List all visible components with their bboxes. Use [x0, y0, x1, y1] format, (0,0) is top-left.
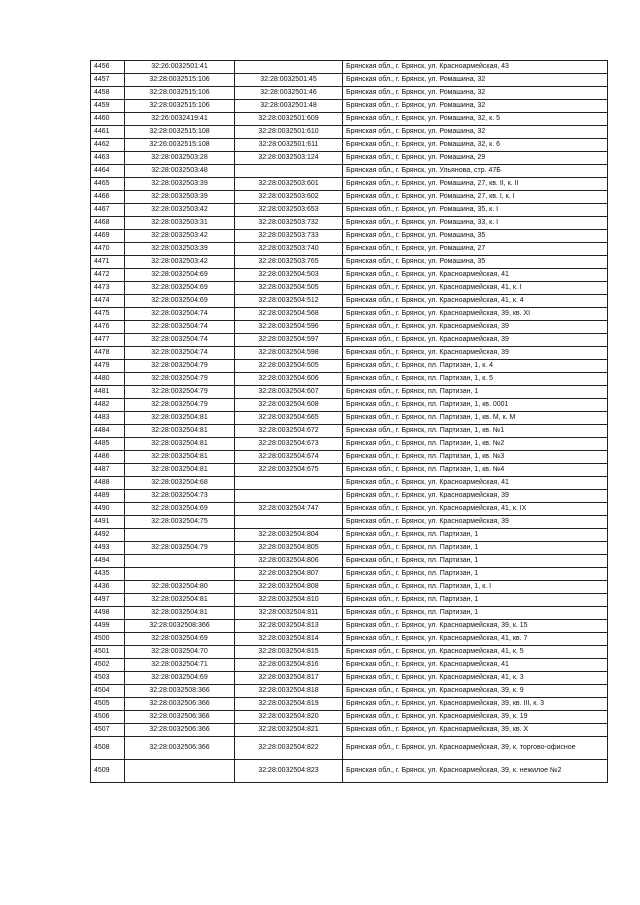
- object-cadastral-number-cell: 32:28:0032504:598: [235, 347, 343, 360]
- address-cell: Брянская обл., г. Брянск, пл. Партизан, 1, кв. №4: [343, 464, 608, 477]
- parcel-cadastral-number-cell: 32:28:0032508:366: [125, 620, 235, 633]
- parcel-cadastral-number-cell: 32:28:0032506:366: [125, 698, 235, 711]
- address-cell: Брянская обл., г. Брянск, ул. Красноармейская, 39: [343, 490, 608, 503]
- table-row: [91, 243, 608, 256]
- object-cadastral-number-cell: 32:28:0032504:804: [235, 529, 343, 542]
- parcel-cadastral-number-cell: 32:28:0032504:69: [125, 633, 235, 646]
- object-cadastral-number-cell: 32:28:0032504:747: [235, 503, 343, 516]
- object-cadastral-number-cell: 32:28:0032501:609: [235, 113, 343, 126]
- address-cell: Брянская обл., г. Брянск, ул. Ромашина, 29: [343, 152, 608, 165]
- parcel-cadastral-number-cell: [125, 568, 235, 581]
- object-cadastral-number-cell: 32:28:0032504:814: [235, 633, 343, 646]
- table-row: [91, 191, 608, 204]
- table-row: [91, 607, 608, 620]
- address-cell: Брянская обл., г. Брянск, ул. Ромашина, 35: [343, 256, 608, 269]
- row-number-cell: 4497: [91, 594, 125, 607]
- object-cadastral-number-cell: 32:28:0032504:805: [235, 542, 343, 555]
- row-number-cell: 4486: [91, 451, 125, 464]
- row-number-cell: 4470: [91, 243, 125, 256]
- row-number-cell: 4467: [91, 204, 125, 217]
- row-number-cell: 4490: [91, 503, 125, 516]
- address-cell: Брянская обл., г. Брянск, ул. Красноармейская, 39, кв. III, к. 3: [343, 698, 608, 711]
- parcel-cadastral-number-cell: 32:28:0032504:79: [125, 542, 235, 555]
- parcel-cadastral-number-cell: 32:28:0032503:48: [125, 165, 235, 178]
- row-number-cell: 4473: [91, 282, 125, 295]
- address-cell: Брянская обл., г. Брянск, пл. Партизан, 1, кв. М, к. М: [343, 412, 608, 425]
- parcel-cadastral-number-cell: 32:28:0032504:73: [125, 490, 235, 503]
- parcel-cadastral-number-cell: 32:28:0032508:366: [125, 685, 235, 698]
- parcel-cadastral-number-cell: 32:28:0032506:366: [125, 737, 235, 760]
- address-cell: Брянская обл., г. Брянск, ул. Красноармейская, 41, к. 4: [343, 295, 608, 308]
- address-cell: Брянская обл., г. Брянск, ул. Красноармейская, 41: [343, 269, 608, 282]
- parcel-cadastral-number-cell: 32:28:0032504:75: [125, 516, 235, 529]
- table-row: [91, 529, 608, 542]
- table-row: [91, 581, 608, 594]
- parcel-cadastral-number-cell: 32:28:0032503:39: [125, 243, 235, 256]
- parcel-cadastral-number-cell: 32:28:0032504:74: [125, 334, 235, 347]
- parcel-cadastral-number-cell: [125, 760, 235, 783]
- row-number-cell: 4505: [91, 698, 125, 711]
- row-number-cell: 4489: [91, 490, 125, 503]
- object-cadastral-number-cell: 32:28:0032504:673: [235, 438, 343, 451]
- object-cadastral-number-cell: 32:28:0032504:806: [235, 555, 343, 568]
- row-number-cell: 4465: [91, 178, 125, 191]
- parcel-cadastral-number-cell: 32:28:0032515:106: [125, 74, 235, 87]
- object-cadastral-number-cell: [235, 490, 343, 503]
- object-cadastral-number-cell: 32:28:0032504:821: [235, 724, 343, 737]
- parcel-cadastral-number-cell: 32:28:0032504:79: [125, 373, 235, 386]
- parcel-cadastral-number-cell: 32:28:0032504:71: [125, 659, 235, 672]
- table-row: [91, 425, 608, 438]
- row-number-cell: 4464: [91, 165, 125, 178]
- table-body: [91, 61, 608, 783]
- table-row: [91, 698, 608, 711]
- address-cell: Брянская обл., г. Брянск, пл. Партизан, 1, к. 5: [343, 373, 608, 386]
- table-row: [91, 659, 608, 672]
- address-cell: Брянская обл., г. Брянск, пл. Партизан, 1: [343, 607, 608, 620]
- row-number-cell: 4487: [91, 464, 125, 477]
- row-number-cell: 4476: [91, 321, 125, 334]
- row-number-cell: 4459: [91, 100, 125, 113]
- table-row: [91, 672, 608, 685]
- table-row: [91, 74, 608, 87]
- parcel-cadastral-number-cell: 32:28:0032504:69: [125, 269, 235, 282]
- parcel-cadastral-number-cell: 32:26:0032501:41: [125, 61, 235, 74]
- address-cell: Брянская обл., г. Брянск, пл. Партизан, 1: [343, 594, 608, 607]
- table-row: [91, 399, 608, 412]
- table-row: [91, 685, 608, 698]
- table-row: [91, 386, 608, 399]
- parcel-cadastral-number-cell: 32:28:0032504:81: [125, 464, 235, 477]
- table-row: [91, 61, 608, 74]
- table-row: [91, 334, 608, 347]
- parcel-cadastral-number-cell: 32:28:0032503:42: [125, 230, 235, 243]
- parcel-cadastral-number-cell: 32:28:0032506:366: [125, 711, 235, 724]
- object-cadastral-number-cell: 32:28:0032503:602: [235, 191, 343, 204]
- parcel-cadastral-number-cell: 32:28:0032515:106: [125, 87, 235, 100]
- parcel-cadastral-number-cell: 32:28:0032504:81: [125, 607, 235, 620]
- object-cadastral-number-cell: 32:28:0032504:823: [235, 760, 343, 783]
- address-cell: Брянская обл., г. Брянск, ул. Красноармейская, 41, к. I: [343, 282, 608, 295]
- object-cadastral-number-cell: 32:28:0032504:597: [235, 334, 343, 347]
- parcel-cadastral-number-cell: 32:28:0032504:79: [125, 386, 235, 399]
- object-cadastral-number-cell: 32:28:0032504:505: [235, 282, 343, 295]
- table-row: [91, 737, 608, 760]
- address-cell: Брянская обл., г. Брянск, ул. Ромашина, 32, к. 5: [343, 113, 608, 126]
- table-row: [91, 503, 608, 516]
- row-number-cell: 4472: [91, 269, 125, 282]
- table-row: [91, 760, 608, 783]
- object-cadastral-number-cell: 32:28:0032504:503: [235, 269, 343, 282]
- row-number-cell: 4506: [91, 711, 125, 724]
- row-number-cell: 4456: [91, 61, 125, 74]
- object-cadastral-number-cell: 32:28:0032504:568: [235, 308, 343, 321]
- row-number-cell: 4458: [91, 87, 125, 100]
- table-row: [91, 724, 608, 737]
- table-row: [91, 256, 608, 269]
- object-cadastral-number-cell: 32:28:0032504:606: [235, 373, 343, 386]
- row-number-cell: 4478: [91, 347, 125, 360]
- object-cadastral-number-cell: 32:28:0032504:512: [235, 295, 343, 308]
- table-row: [91, 126, 608, 139]
- row-number-cell: 4481: [91, 386, 125, 399]
- parcel-cadastral-number-cell: 32:28:0032503:42: [125, 256, 235, 269]
- object-cadastral-number-cell: 32:28:0032501:610: [235, 126, 343, 139]
- parcel-cadastral-number-cell: 32:28:0032503:39: [125, 178, 235, 191]
- parcel-cadastral-number-cell: 32:28:0032504:69: [125, 672, 235, 685]
- object-cadastral-number-cell: 32:28:0032504:818: [235, 685, 343, 698]
- row-number-cell: 4461: [91, 126, 125, 139]
- address-cell: Брянская обл., г. Брянск, ул. Красноармейская, 39: [343, 347, 608, 360]
- address-cell: Брянская обл., г. Брянск, пл. Партизан, 1: [343, 386, 608, 399]
- row-number-cell: 4477: [91, 334, 125, 347]
- table-row: [91, 542, 608, 555]
- table-row: [91, 464, 608, 477]
- object-cadastral-number-cell: 32:28:0032504:819: [235, 698, 343, 711]
- parcel-cadastral-number-cell: 32:28:0032504:74: [125, 321, 235, 334]
- address-cell: Брянская обл., г. Брянск, ул. Ромашина, 32: [343, 87, 608, 100]
- row-number-cell: 4502: [91, 659, 125, 672]
- parcel-cadastral-number-cell: 32:28:0032504:81: [125, 425, 235, 438]
- address-cell: Брянская обл., г. Брянск, пл. Партизан, 1, кв. 0001: [343, 399, 608, 412]
- object-cadastral-number-cell: 32:28:0032504:807: [235, 568, 343, 581]
- address-cell: Брянская обл., г. Брянск, ул. Ромашина, 32: [343, 126, 608, 139]
- row-number-cell: 4499: [91, 620, 125, 633]
- table-row: [91, 568, 608, 581]
- table-row: [91, 594, 608, 607]
- address-cell: Брянская обл., г. Брянск, ул. Красноармейская, 39, кв. XI: [343, 308, 608, 321]
- row-number-cell: 4484: [91, 425, 125, 438]
- row-number-cell: 4491: [91, 516, 125, 529]
- address-cell: Брянская обл., г. Брянск, ул. Ромашина, 33, к. I: [343, 217, 608, 230]
- object-cadastral-number-cell: 32:28:0032504:813: [235, 620, 343, 633]
- parcel-cadastral-number-cell: 32:28:0032504:81: [125, 438, 235, 451]
- parcel-cadastral-number-cell: 32:28:0032504:81: [125, 451, 235, 464]
- address-cell: Брянская обл., г. Брянск, ул. Ромашина, 32: [343, 100, 608, 113]
- parcel-cadastral-number-cell: 32:28:0032503:28: [125, 152, 235, 165]
- parcel-cadastral-number-cell: 32:28:0032504:69: [125, 282, 235, 295]
- object-cadastral-number-cell: 32:28:0032504:605: [235, 360, 343, 373]
- object-cadastral-number-cell: 32:28:0032504:817: [235, 672, 343, 685]
- address-cell: Брянская обл., г. Брянск, пл. Партизан, 1: [343, 555, 608, 568]
- row-number-cell: 4436: [91, 581, 125, 594]
- address-cell: Брянская обл., г. Брянск, ул. Красноармейская, 41, кв. 7: [343, 633, 608, 646]
- table-row: [91, 360, 608, 373]
- object-cadastral-number-cell: 32:28:0032503:732: [235, 217, 343, 230]
- table-row: [91, 100, 608, 113]
- parcel-cadastral-number-cell: 32:28:0032504:74: [125, 308, 235, 321]
- table-row: [91, 451, 608, 464]
- parcel-cadastral-number-cell: 32:28:0032504:79: [125, 399, 235, 412]
- table-row: [91, 347, 608, 360]
- row-number-cell: 4500: [91, 633, 125, 646]
- address-cell: Брянская обл., г. Брянск, ул. Красноармейская, 39: [343, 321, 608, 334]
- row-number-cell: 4483: [91, 412, 125, 425]
- object-cadastral-number-cell: 32:28:0032504:672: [235, 425, 343, 438]
- table-row: [91, 139, 608, 152]
- table-row: [91, 321, 608, 334]
- table-row: [91, 204, 608, 217]
- object-cadastral-number-cell: 32:28:0032504:811: [235, 607, 343, 620]
- table-row: [91, 230, 608, 243]
- address-cell: Брянская обл., г. Брянск, ул. Ромашина, 27, кв. II, к. II: [343, 178, 608, 191]
- address-cell: Брянская обл., г. Брянск, ул. Ульянова, стр. 47Б: [343, 165, 608, 178]
- address-cell: Брянская обл., г. Брянск, ул. Красноармейская, 41, к. 3: [343, 672, 608, 685]
- object-cadastral-number-cell: [235, 516, 343, 529]
- table-row: [91, 295, 608, 308]
- table-row: [91, 646, 608, 659]
- address-cell: Брянская обл., г. Брянск, ул. Ромашина, 27, кв. I, к. I: [343, 191, 608, 204]
- address-cell: Брянская обл., г. Брянск, ул. Красноармейская, 39, к. 9: [343, 685, 608, 698]
- row-number-cell: 4492: [91, 529, 125, 542]
- object-cadastral-number-cell: 32:28:0032504:674: [235, 451, 343, 464]
- address-cell: Брянская обл., г. Брянск, ул. Красноармейская, 39, к. 15: [343, 620, 608, 633]
- parcel-cadastral-number-cell: 32:28:0032504:70: [125, 646, 235, 659]
- object-cadastral-number-cell: 32:28:0032504:675: [235, 464, 343, 477]
- parcel-cadastral-number-cell: 32:28:0032515:106: [125, 100, 235, 113]
- address-cell: Брянская обл., г. Брянск, пл. Партизан, 1, кв. №2: [343, 438, 608, 451]
- row-number-cell: 4474: [91, 295, 125, 308]
- row-number-cell: 4501: [91, 646, 125, 659]
- parcel-cadastral-number-cell: 32:28:0032515:108: [125, 126, 235, 139]
- address-cell: Брянская обл., г. Брянск, ул. Ромашина, 35: [343, 230, 608, 243]
- table-row: [91, 438, 608, 451]
- object-cadastral-number-cell: 32:28:0032504:808: [235, 581, 343, 594]
- parcel-cadastral-number-cell: 32:28:0032504:80: [125, 581, 235, 594]
- table-row: [91, 87, 608, 100]
- address-cell: Брянская обл., г. Брянск, пл. Партизан, 1, кв. №3: [343, 451, 608, 464]
- object-cadastral-number-cell: 32:28:0032501:611: [235, 139, 343, 152]
- parcel-cadastral-number-cell: 32:26:0032515:108: [125, 139, 235, 152]
- address-cell: Брянская обл., г. Брянск, ул. Ромашина, 32, к. 6: [343, 139, 608, 152]
- table-row: [91, 633, 608, 646]
- object-cadastral-number-cell: 32:28:0032504:820: [235, 711, 343, 724]
- parcel-cadastral-number-cell: [125, 529, 235, 542]
- object-cadastral-number-cell: [235, 477, 343, 490]
- table-row: [91, 113, 608, 126]
- table-row: [91, 373, 608, 386]
- address-cell: Брянская обл., г. Брянск, ул. Ромашина, 27: [343, 243, 608, 256]
- address-cell: Брянская обл., г. Брянск, ул. Красноармейская, 39, к. нежилое №2: [343, 760, 608, 783]
- row-number-cell: 4498: [91, 607, 125, 620]
- address-cell: Брянская обл., г. Брянск, пл. Партизан, 1, к. I: [343, 581, 608, 594]
- row-number-cell: 4462: [91, 139, 125, 152]
- address-cell: Брянская обл., г. Брянск, пл. Партизан, 1: [343, 529, 608, 542]
- address-cell: Брянская обл., г. Брянск, пл. Партизан, 1: [343, 568, 608, 581]
- address-cell: Брянская обл., г. Брянск, ул. Ромашина, 35, к. I: [343, 204, 608, 217]
- address-cell: Брянская обл., г. Брянск, ул. Красноармейская, 41, к. IX: [343, 503, 608, 516]
- table-row: [91, 282, 608, 295]
- table-row: [91, 178, 608, 191]
- object-cadastral-number-cell: 32:28:0032503:765: [235, 256, 343, 269]
- object-cadastral-number-cell: 32:28:0032503:124: [235, 152, 343, 165]
- address-cell: Брянская обл., г. Брянск, ул. Красноармейская, 39, к. торгово-офисное: [343, 737, 608, 760]
- parcel-cadastral-number-cell: 32:28:0032504:81: [125, 594, 235, 607]
- object-cadastral-number-cell: 32:28:0032504:596: [235, 321, 343, 334]
- table-row: [91, 490, 608, 503]
- parcel-cadastral-number-cell: 32:26:0032419:41: [125, 113, 235, 126]
- row-number-cell: 4468: [91, 217, 125, 230]
- object-cadastral-number-cell: 32:28:0032504:607: [235, 386, 343, 399]
- parcel-cadastral-number-cell: 32:28:0032503:42: [125, 204, 235, 217]
- row-number-cell: 4475: [91, 308, 125, 321]
- table-row: [91, 165, 608, 178]
- object-cadastral-number-cell: 32:28:0032504:822: [235, 737, 343, 760]
- object-cadastral-number-cell: 32:28:0032504:608: [235, 399, 343, 412]
- object-cadastral-number-cell: 32:28:0032503:653: [235, 204, 343, 217]
- table-row: [91, 516, 608, 529]
- address-cell: Брянская обл., г. Брянск, ул. Красноармейская, 41: [343, 659, 608, 672]
- row-number-cell: 4469: [91, 230, 125, 243]
- parcel-cadastral-number-cell: 32:28:0032504:68: [125, 477, 235, 490]
- row-number-cell: 4485: [91, 438, 125, 451]
- object-cadastral-number-cell: 32:28:0032503:740: [235, 243, 343, 256]
- table-row: [91, 620, 608, 633]
- parcel-cadastral-number-cell: 32:28:0032503:39: [125, 191, 235, 204]
- row-number-cell: 4504: [91, 685, 125, 698]
- address-cell: Брянская обл., г. Брянск, пл. Партизан, 1, кв. №1: [343, 425, 608, 438]
- parcel-cadastral-number-cell: 32:28:0032503:31: [125, 217, 235, 230]
- address-cell: Брянская обл., г. Брянск, ул. Красноармейская, 39, кв. X: [343, 724, 608, 737]
- object-cadastral-number-cell: 32:28:0032504:810: [235, 594, 343, 607]
- parcel-cadastral-number-cell: 32:28:0032504:81: [125, 412, 235, 425]
- object-cadastral-number-cell: 32:28:0032504:816: [235, 659, 343, 672]
- row-number-cell: 4466: [91, 191, 125, 204]
- address-cell: Брянская обл., г. Брянск, ул. Ромашина, 32: [343, 74, 608, 87]
- object-cadastral-number-cell: 32:28:0032501:46: [235, 87, 343, 100]
- object-cadastral-number-cell: 32:28:0032504:665: [235, 412, 343, 425]
- row-number-cell: 4508: [91, 737, 125, 760]
- parcel-cadastral-number-cell: 32:28:0032504:69: [125, 295, 235, 308]
- object-cadastral-number-cell: 32:28:0032501:48: [235, 100, 343, 113]
- address-cell: Брянская обл., г. Брянск, ул. Красноармейская, 41, к. 5: [343, 646, 608, 659]
- parcel-cadastral-number-cell: 32:28:0032504:69: [125, 503, 235, 516]
- address-cell: Брянская обл., г. Брянск, пл. Партизан, 1, к. 4: [343, 360, 608, 373]
- table-row: [91, 412, 608, 425]
- row-number-cell: 4494: [91, 555, 125, 568]
- parcel-cadastral-number-cell: 32:28:0032506:366: [125, 724, 235, 737]
- object-cadastral-number-cell: [235, 61, 343, 74]
- address-cell: Брянская обл., г. Брянск, ул. Красноармейская, 39: [343, 516, 608, 529]
- row-number-cell: 4488: [91, 477, 125, 490]
- address-cell: Брянская обл., г. Брянск, пл. Партизан, 1: [343, 542, 608, 555]
- object-cadastral-number-cell: 32:28:0032503:601: [235, 178, 343, 191]
- table-row: [91, 555, 608, 568]
- address-cell: Брянская обл., г. Брянск, ул. Красноармейская, 39, к. 19: [343, 711, 608, 724]
- table-row: [91, 711, 608, 724]
- object-cadastral-number-cell: 32:28:0032503:733: [235, 230, 343, 243]
- address-cell: Брянская обл., г. Брянск, ул. Красноармейская, 41: [343, 477, 608, 490]
- row-number-cell: 4471: [91, 256, 125, 269]
- parcel-cadastral-number-cell: 32:28:0032504:74: [125, 347, 235, 360]
- parcel-cadastral-number-cell: 32:28:0032504:79: [125, 360, 235, 373]
- row-number-cell: 4509: [91, 760, 125, 783]
- row-number-cell: 4435: [91, 568, 125, 581]
- row-number-cell: 4457: [91, 74, 125, 87]
- table-row: [91, 308, 608, 321]
- table-row: [91, 269, 608, 282]
- table-row: [91, 152, 608, 165]
- cadastral-table: [90, 60, 608, 783]
- row-number-cell: 4503: [91, 672, 125, 685]
- row-number-cell: 4480: [91, 373, 125, 386]
- row-number-cell: 4479: [91, 360, 125, 373]
- object-cadastral-number-cell: [235, 165, 343, 178]
- row-number-cell: 4507: [91, 724, 125, 737]
- table-row: [91, 477, 608, 490]
- table-row: [91, 217, 608, 230]
- row-number-cell: 4463: [91, 152, 125, 165]
- object-cadastral-number-cell: 32:28:0032501:45: [235, 74, 343, 87]
- row-number-cell: 4482: [91, 399, 125, 412]
- row-number-cell: 4493: [91, 542, 125, 555]
- object-cadastral-number-cell: 32:28:0032504:815: [235, 646, 343, 659]
- parcel-cadastral-number-cell: [125, 555, 235, 568]
- row-number-cell: 4460: [91, 113, 125, 126]
- address-cell: Брянская обл., г. Брянск, ул. Красноармейская, 39: [343, 334, 608, 347]
- address-cell: Брянская обл., г. Брянск, ул. Красноармейская, 43: [343, 61, 608, 74]
